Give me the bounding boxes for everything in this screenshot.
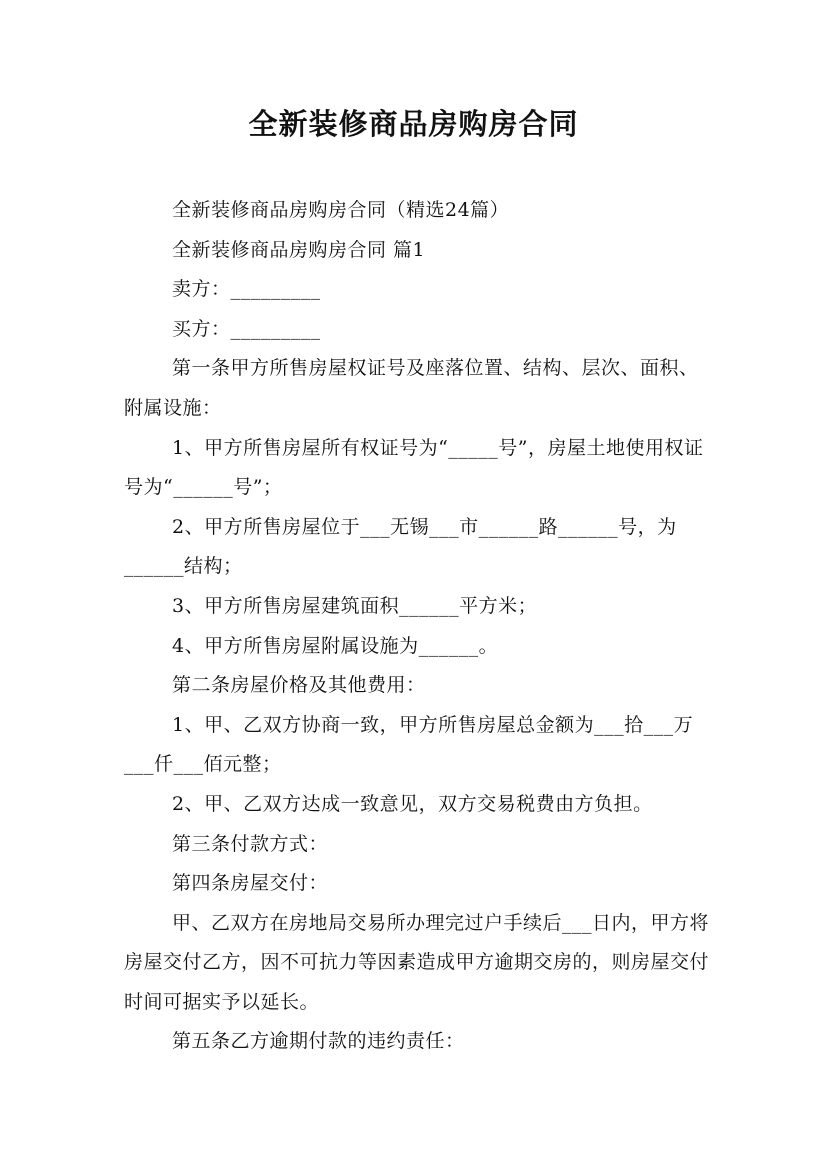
document-body: [124, 191, 714, 1062]
paragraph-article-1: 第一条甲方所售房屋权证号及座落位置、结构、层次、面积、附属设施：: [124, 357, 699, 419]
document-title: 全新装修商品房购房合同: [248, 107, 579, 141]
paragraph-article-2-item-2: 2、甲、乙双方达成一致意见，双方交易税费由方负担。: [172, 792, 653, 815]
paragraph-section-heading: 全新装修商品房购房合同 篇1: [172, 238, 426, 261]
paragraph-article-1-item-1: 1、甲方所售房屋所有权证号为“_____号”，房屋土地使用权证号为“______号”；: [124, 436, 704, 499]
paragraph-article-4-body: 甲、乙双方在房地局交易所办理完过户手续后___日内，甲方将房屋交付乙方，因不可抗力等因素造成甲方逾期交房的，则房屋交付时间可据实予以延长。: [124, 911, 710, 1013]
paragraph-article-1-item-2: 2、甲方所售房屋位于___无锡___市______路______号，为______结构；: [124, 515, 677, 578]
paragraph-buyer: 买方：_________: [172, 317, 321, 340]
paragraph-article-1-item-3: 3、甲方所售房屋建筑面积______平方米；: [172, 594, 538, 617]
paragraph-seller: 卖方：_________: [172, 278, 321, 301]
paragraph-subtitle: 全新装修商品房购房合同（精选24篇）: [172, 199, 510, 221]
paragraph-article-2: 第二条房屋价格及其他费用：: [172, 674, 426, 697]
paragraph-article-5: 第五条乙方逾期付款的违约责任：: [172, 1030, 465, 1053]
paragraph-article-4: 第四条房屋交付：: [172, 872, 329, 895]
paragraph-article-2-item-1: 1、甲、乙双方协商一致，甲方所售房屋总金额为___拾___万___仟___佰元整；: [124, 713, 694, 776]
paragraph-article-3: 第三条付款方式：: [172, 832, 329, 855]
paragraph-article-1-item-4: 4、甲方所售房屋附属设施为______。: [172, 634, 499, 657]
